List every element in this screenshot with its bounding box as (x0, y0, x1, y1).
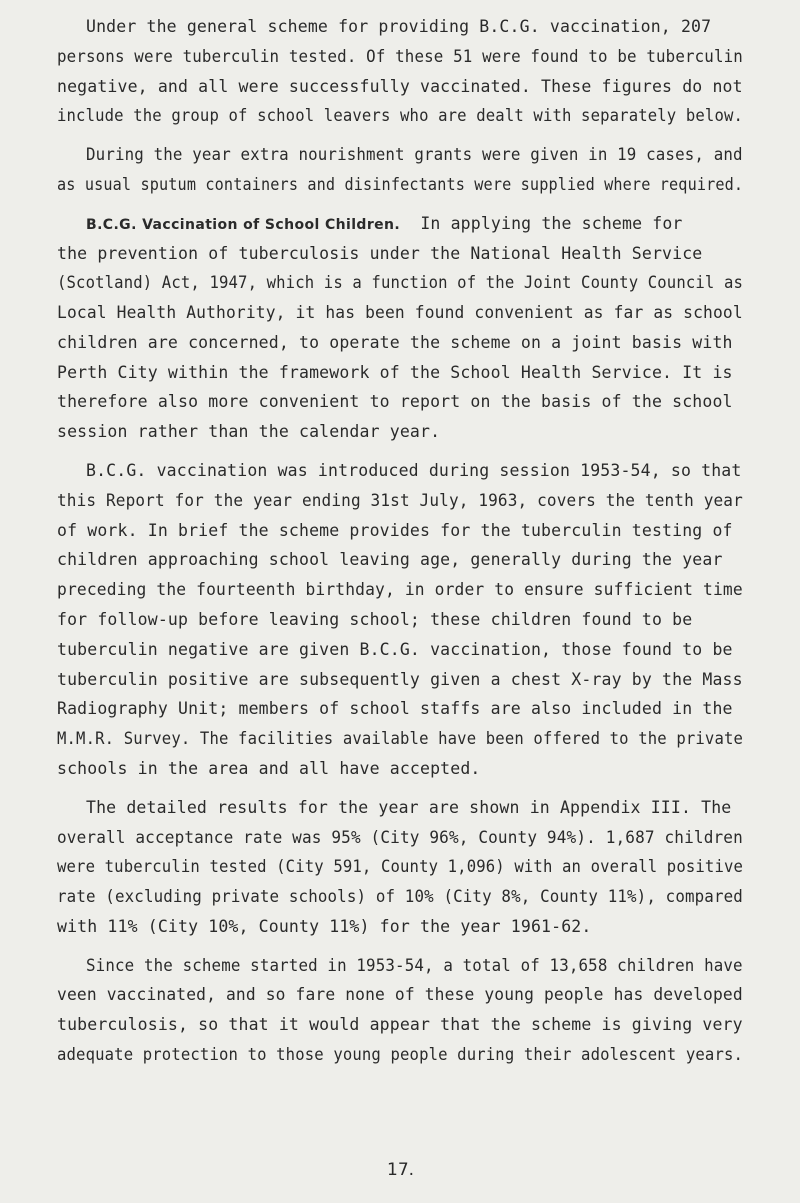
text-line: schools in the area and all have accepted. (57, 758, 481, 778)
text-line: include the group of school leavers who are dealt with separately below. (57, 106, 744, 126)
section-heading-line (86, 214, 683, 235)
section-heading: B.C.G. Vaccination of School Children. (86, 216, 401, 233)
text-line: were tuberculin tested (City 591, County 1,096) with an overall positive (57, 857, 744, 877)
text-line: (Scotland) Act, 1947, which is a function of the Joint County Council as (57, 273, 744, 293)
text-line: tuberculin negative are given B.C.G. vaccination, those found to be (57, 639, 733, 659)
text-line: Radiography Unit; members of school staffs are also included in the (57, 699, 733, 719)
text-line: tuberculosis, so that it would appear that the scheme is giving very (57, 1015, 743, 1035)
text-line: negative, and all were successfully vaccinated. These figures do not (57, 76, 743, 96)
text-line: children approaching school leaving age, generally during the year (57, 550, 723, 570)
text-line: The detailed results for the year are shown in Appendix III. The (86, 797, 732, 817)
text-line: persons were tuberculin tested. Of these 51 were found to be tuberculin (57, 46, 743, 66)
page-number: 17. (387, 1160, 415, 1180)
text-line: of work. In brief the scheme provides for the tuberculin testing of (57, 520, 733, 540)
text-line: adequate protection to those young people during their adolescent years. (57, 1045, 744, 1064)
text-line: as usual sputum containers and disinfectants were supplied where required. (57, 174, 744, 194)
text-line: this Report for the year ending 31st July, 1963, covers the tenth year (57, 490, 743, 510)
text-line: children are concerned, to operate the scheme on a joint basis with (57, 332, 733, 352)
text-line: Local Health Authority, it has been found convenient as far as school (57, 303, 743, 323)
text-line: Since the scheme started in 1953-54, a total of 13,658 children have (86, 955, 743, 975)
text-line: overall acceptance rate was 95% (City 96%, County 94%). 1,687 children (57, 827, 743, 847)
text-line: Perth City within the framework of the School Health Service. It is (57, 362, 733, 382)
text-line: tuberculin positive are subsequently given a chest X-ray by the Mass (57, 669, 743, 689)
text-line: session rather than the calendar year. (57, 422, 441, 442)
text-line: preceding the fourteenth birthday, in order to ensure sufficient time (57, 580, 743, 600)
text-line: for follow-up before leaving school; these children found to be (57, 610, 693, 629)
text-line: with 11% (City 10%, County 11%) for the year 1961-62. (57, 916, 592, 936)
text-line: rate (excluding private schools) of 10% (City 8%, County 11%), compared (57, 887, 743, 907)
text-line: B.C.G. vaccination was introduced during session 1953-54, so that (86, 461, 742, 480)
heading-line-rest: In applying the scheme for (420, 213, 683, 233)
text-line: M.M.R. Survey. The facilities available have been offered to the private (57, 729, 744, 749)
text-line: Under the general scheme for providing B.C.G. vaccination, 207 (86, 17, 712, 36)
text-line: During the year extra nourishment grants were given in 19 cases, and (86, 145, 743, 165)
text-line: the prevention of tuberculosis under the National Health Service (57, 243, 703, 263)
text-line: veen vaccinated, and so fare none of these young people has developed (57, 985, 743, 1005)
text-line: therefore also more convenient to report on the basis of the school (57, 392, 733, 412)
